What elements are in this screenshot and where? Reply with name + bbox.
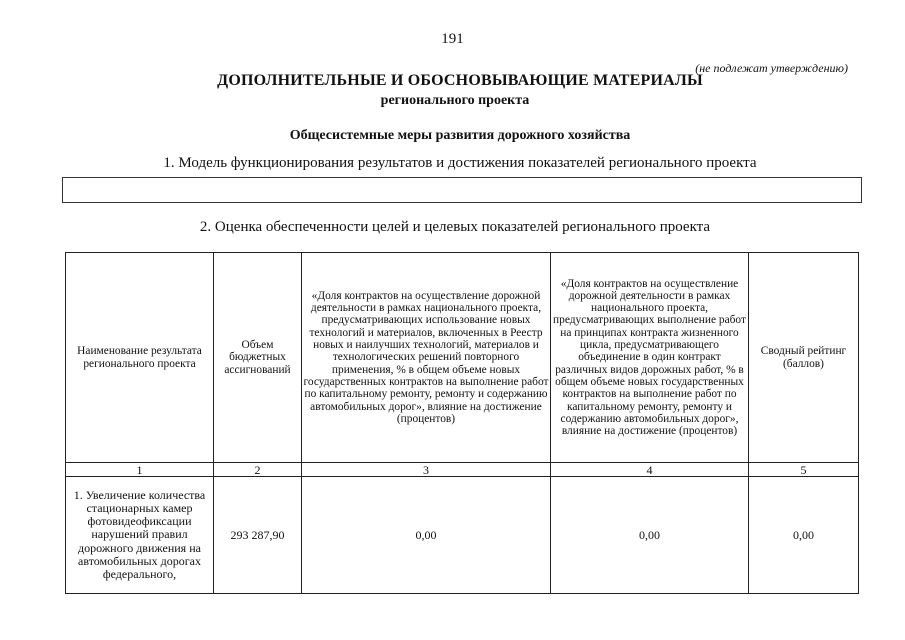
indicator-new-tech-cell: 0,00: [302, 477, 551, 594]
result-name-cell: 1. Увеличение количества стационарных камер фотовидеофиксации нарушений правил дорожного движения на автомобильных дорогах федерального,: [66, 477, 214, 594]
header-budget: Объем бюджетных ассигнований: [214, 253, 302, 463]
model-empty-box: [62, 177, 862, 203]
page-number: 191: [441, 31, 464, 47]
heading-assessment: 2. Оценка обеспеченности целей и целевых показателей регионального проекта: [199, 219, 711, 235]
heading-model: 1. Модель функционирования результатов и достижения показателей регионального проекта: [163, 155, 757, 171]
column-number: 5: [749, 463, 859, 477]
approval-note: (не подлежат утверждению): [695, 61, 848, 75]
document-title: ДОПОЛНИТЕЛЬНЫЕ И ОБОСНОВЫВАЮЩИЕ МАТЕРИАЛЫ: [217, 72, 703, 89]
document-subtitle: регионального проекта: [380, 93, 530, 108]
header-result-name: Наименование результата регионального проекта: [66, 253, 214, 463]
summary-rating-cell: 0,00: [749, 477, 859, 594]
column-number: 3: [302, 463, 551, 477]
assessment-table: [65, 252, 859, 594]
column-number: 1: [66, 463, 214, 477]
column-number: 4: [551, 463, 749, 477]
table-header-row: [66, 253, 859, 463]
indicator-lifecycle-cell: 0,00: [551, 477, 749, 594]
header-indicator-lifecycle: «Доля контрактов на осуществление дорожной деятельности в рамках национального проекта, предусматривающих выполнение работ на принципах контракта жизненного цикла, предусматривающего объединение в один контракт различных видов дорожных работ, % в общем объеме новых государственных контрактов на выполнение работ по капитальному ремонту, ремонту и содержанию автомобильных дорог», влияние на достижение (процентов): [551, 253, 749, 463]
column-number: 2: [214, 463, 302, 477]
section-title: Общесистемные меры развития дорожного хозяйства: [289, 128, 631, 143]
header-indicator-new-tech: «Доля контрактов на осуществление дорожной деятельности в рамках национального проекта, предусматривающих использование новых технологий и материалов, включенных в Реестр новых и наилучших технологий, материалов и технологических решений повторного применения, % в общем объеме новых государственных контрактов на выполнение работ по капитальному ремонту, ремонту и содержанию автомобильных дорог», влияние на достижение (процентов): [302, 253, 551, 463]
budget-cell: 293 287,90: [214, 477, 302, 594]
table-row: [66, 477, 859, 594]
header-summary-rating: Сводный рейтинг (баллов): [749, 253, 859, 463]
table-column-numbers-row: [66, 463, 859, 477]
